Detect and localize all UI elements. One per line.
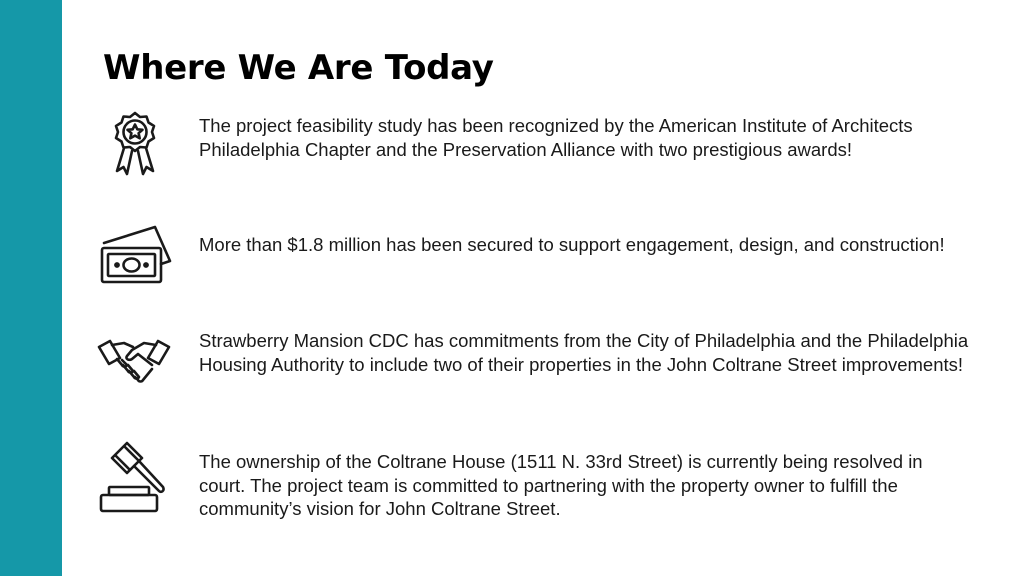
slide-title: Where We Are Today [103,48,494,88]
item-text-funding: More than $1.8 million has been secured to support engagement, design, and construction! [199,234,945,255]
item-text-awards: The project feasibility study has been recognized by the American Institute of Architects Philadelphia Chapter and the Preservation Alliance with two prestigious awards! [199,115,913,160]
handshake-icon [96,325,172,401]
gavel-icon [97,440,173,516]
accent-bar [0,0,62,576]
item-text-commitments: Strawberry Mansion CDC has commitments from the City of Philadelphia and the Philadelphia Housing Authority to include two of their properties in the John Coltrane Street improvements! [199,330,969,375]
item-text-ownership: The ownership of the Coltrane House (1511 N. 33rd Street) is currently being resolved in court. The project team is committed to partnering with the property owner to fulfill the community’s vision for John Coltrane Street. [199,451,923,519]
money-bills-icon [97,219,173,295]
award-ribbon-icon [97,107,173,183]
